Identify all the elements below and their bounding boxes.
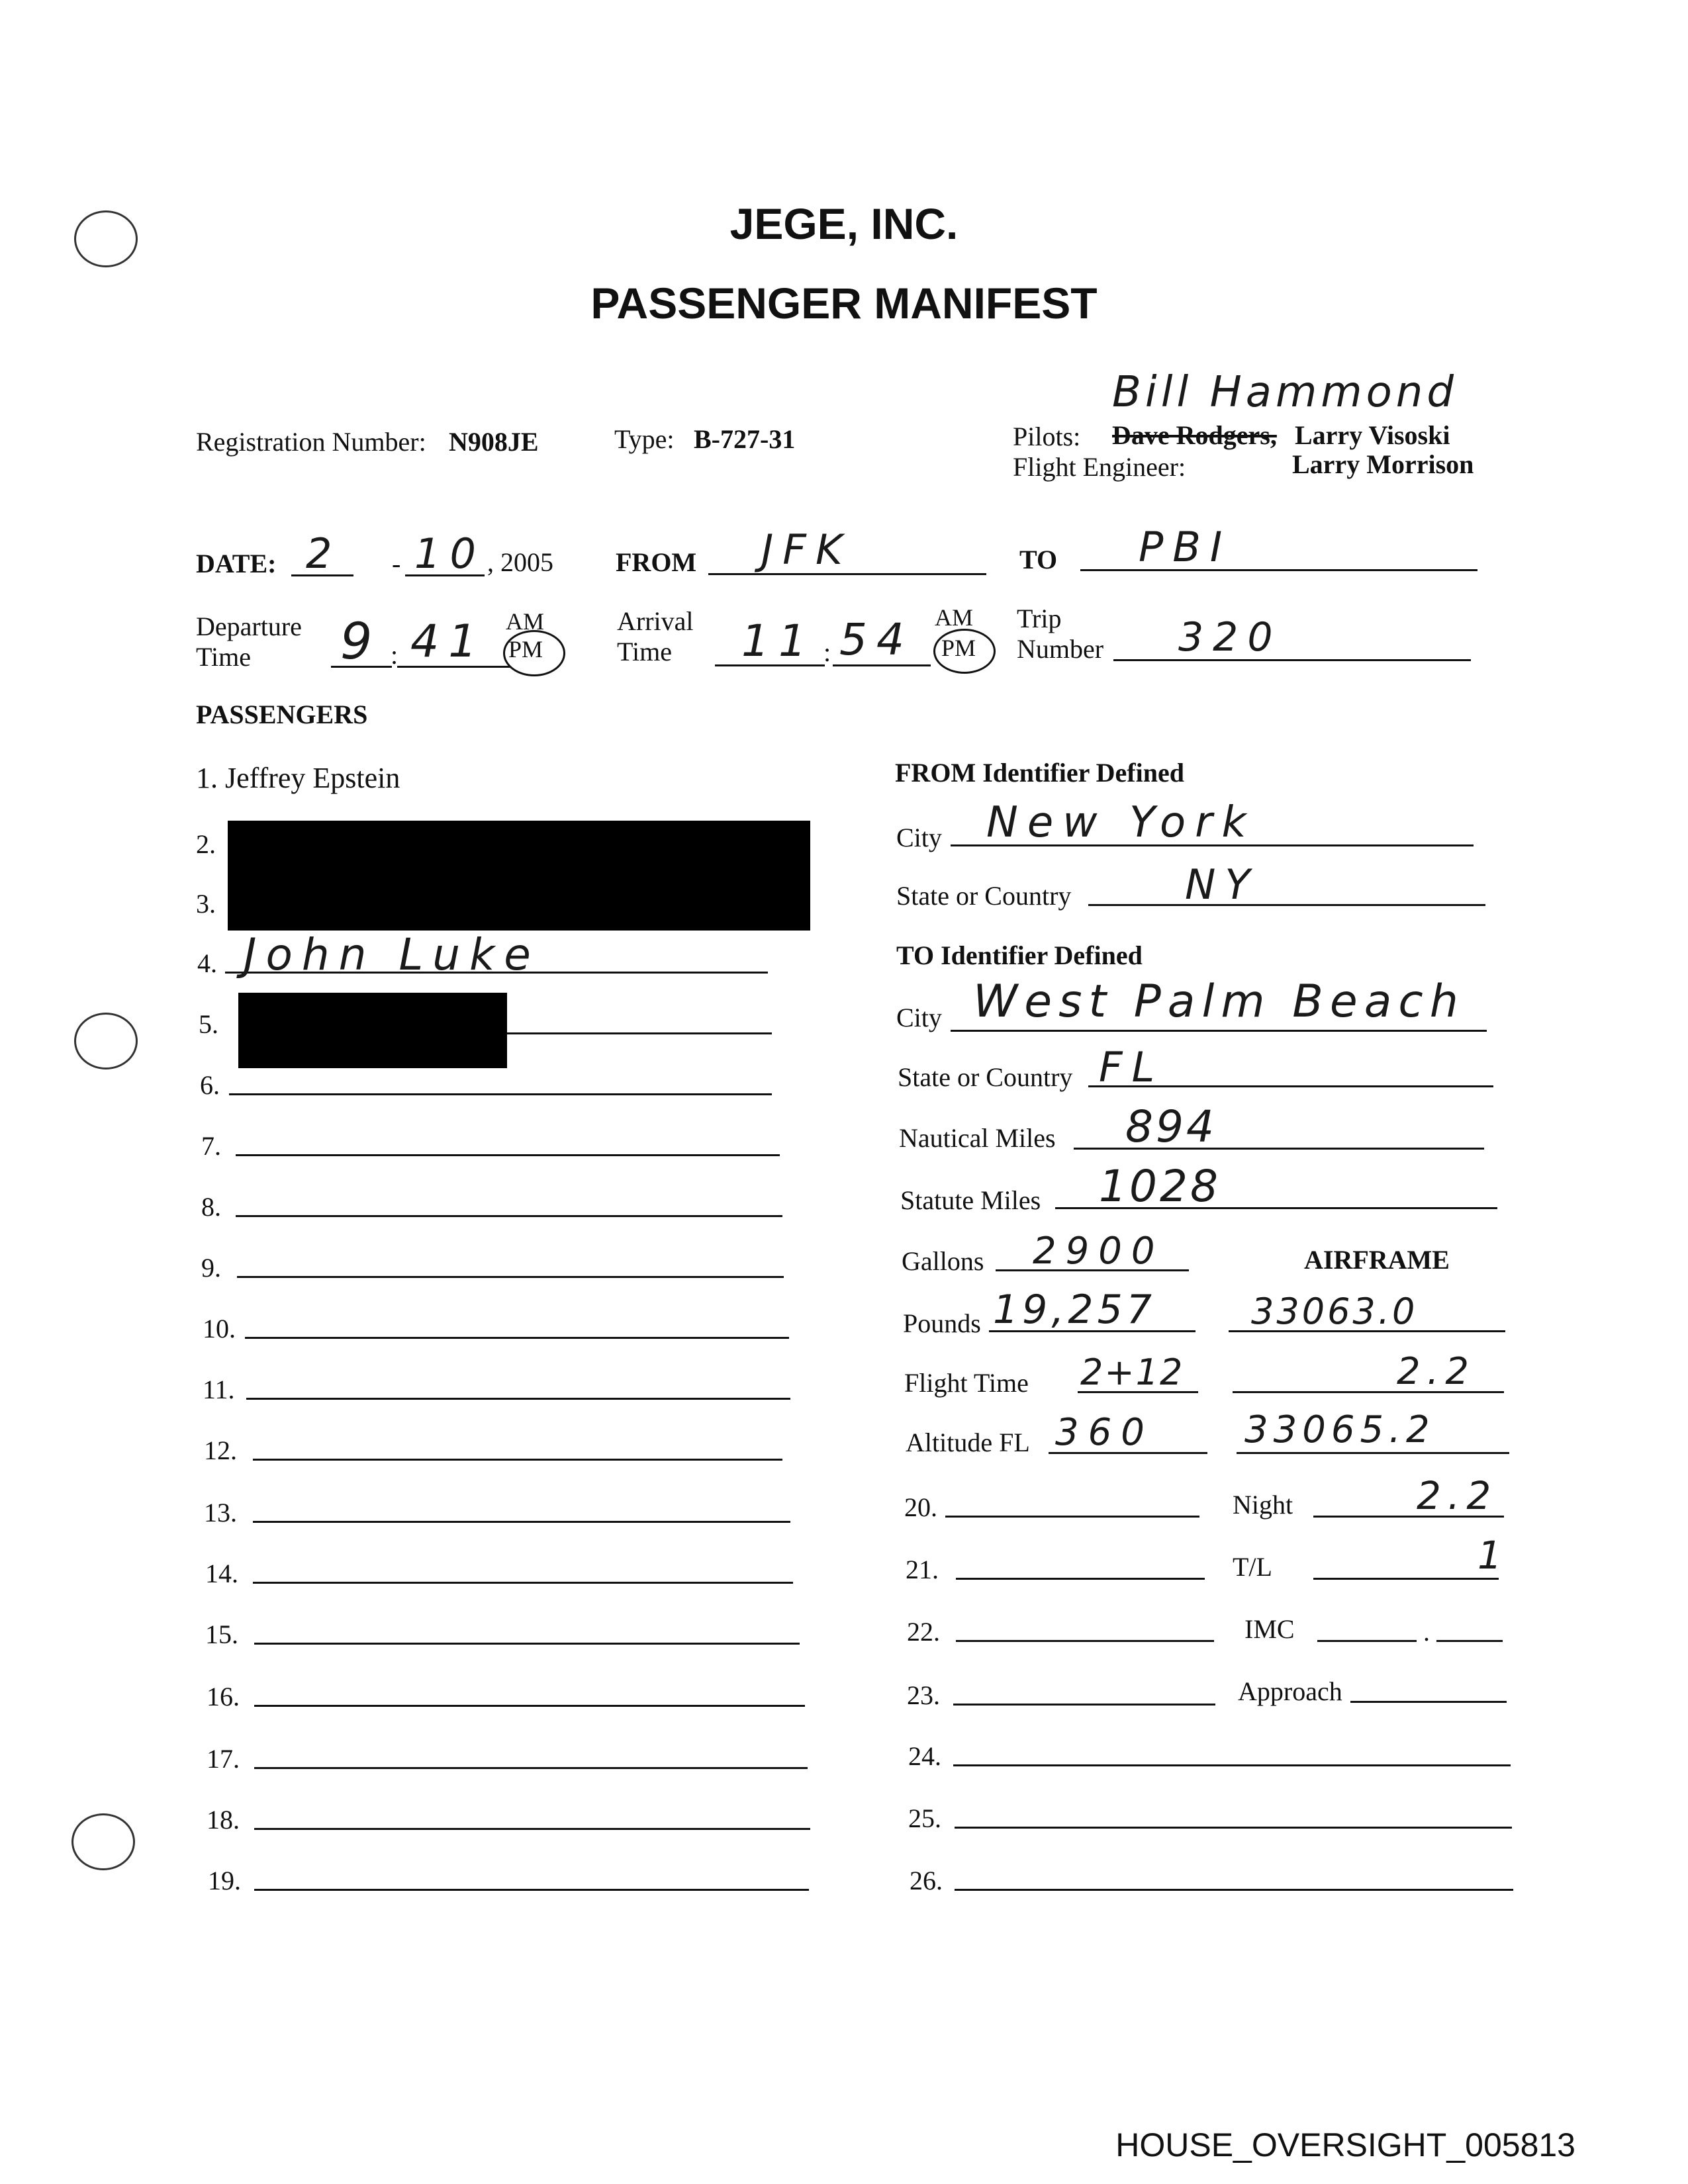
redaction-block-5 bbox=[238, 993, 507, 1068]
arrival-label-line1: Arrival bbox=[617, 606, 694, 636]
from-identifier-heading: FROM Identifier Defined bbox=[895, 758, 1184, 788]
gallons-label: Gallons bbox=[902, 1246, 984, 1276]
trip-value: 320 bbox=[1178, 614, 1282, 660]
date-day: 10 bbox=[414, 529, 485, 578]
passenger-number-12: 12. bbox=[204, 1435, 237, 1465]
registration-label: Registration Number: bbox=[196, 427, 426, 457]
from-city-value: New York bbox=[986, 798, 1256, 847]
passengers-heading: PASSENGERS bbox=[196, 700, 368, 729]
date-month: 2 bbox=[306, 529, 342, 578]
date-sep: - bbox=[392, 549, 401, 578]
arrival-hour: 11 bbox=[741, 615, 816, 666]
document-title: PASSENGER MANIFEST bbox=[590, 279, 1098, 328]
date-label: DATE: bbox=[196, 549, 277, 578]
passenger-number: 1. bbox=[196, 762, 218, 794]
tl-label: T/L bbox=[1233, 1552, 1272, 1582]
passenger-number-11: 11. bbox=[203, 1375, 235, 1404]
pilots-value-2: Larry Visoski bbox=[1295, 420, 1450, 450]
extra-number-26: 26. bbox=[910, 1866, 943, 1895]
trip-label bbox=[1017, 604, 1103, 664]
extra-number-21: 21. bbox=[906, 1555, 939, 1584]
redaction-block-2-3 bbox=[228, 821, 810, 931]
departure-minute: 41 bbox=[410, 615, 487, 668]
imc-value: . bbox=[1423, 1617, 1430, 1647]
night-label: Night bbox=[1233, 1490, 1293, 1520]
gallons-value: 2900 bbox=[1033, 1230, 1164, 1273]
to-state-value: FL bbox=[1099, 1043, 1164, 1091]
passenger-number-18: 18. bbox=[207, 1805, 240, 1835]
extra-number-22: 22. bbox=[907, 1617, 940, 1647]
date-year: , 2005 bbox=[487, 547, 553, 577]
nautical-label: Nautical Miles bbox=[899, 1123, 1056, 1153]
departure-label-line2: Time bbox=[196, 642, 252, 672]
arrival-minute: 54 bbox=[839, 614, 914, 665]
to-city-value: West Palm Beach bbox=[973, 976, 1465, 1028]
pilot-handwritten: Bill Hammond bbox=[1112, 368, 1458, 417]
passenger-number-4: 4. bbox=[197, 948, 217, 978]
departure-pm-circle bbox=[503, 630, 565, 676]
approach-label: Approach bbox=[1238, 1676, 1342, 1706]
arrival-pm: PM bbox=[941, 635, 976, 661]
arrival-label-line2: Time bbox=[617, 637, 673, 666]
extra-number-24: 24. bbox=[908, 1741, 941, 1771]
passenger-number-3: 3. bbox=[196, 889, 216, 919]
from-state-value: NY bbox=[1185, 860, 1260, 909]
from-city-label: City bbox=[896, 823, 942, 852]
altitude-value: 360 bbox=[1055, 1411, 1154, 1454]
passenger-number-5: 5. bbox=[199, 1009, 218, 1039]
statute-value: 1028 bbox=[1099, 1161, 1221, 1212]
statute-label: Statute Miles bbox=[900, 1185, 1041, 1215]
company-name: JEGE, INC. bbox=[729, 199, 959, 248]
altitude-label: Altitude FL bbox=[906, 1428, 1030, 1457]
to-label: TO bbox=[1019, 545, 1058, 574]
nautical-value: 894 bbox=[1125, 1101, 1217, 1152]
to-state-label: State or Country bbox=[898, 1062, 1073, 1092]
engineer-label: Flight Engineer: bbox=[1013, 452, 1186, 482]
to-value: PBI bbox=[1139, 523, 1232, 571]
passenger-number-6: 6. bbox=[200, 1070, 220, 1100]
from-value: JFK bbox=[761, 525, 852, 574]
punch-hole-middle bbox=[74, 1013, 138, 1069]
from-state-label: State or Country bbox=[896, 881, 1072, 911]
flight-time-value: 2+12 bbox=[1080, 1351, 1184, 1393]
bates-number: HOUSE_OVERSIGHT_005813 bbox=[1115, 2126, 1575, 2163]
arrival-label bbox=[617, 606, 694, 667]
airframe-value-1: 33063.0 bbox=[1251, 1291, 1418, 1332]
extra-number-20: 20. bbox=[904, 1492, 937, 1522]
passenger-name: Jeffrey Epstein bbox=[225, 762, 400, 794]
from-label: FROM bbox=[616, 547, 697, 577]
extra-number-23: 23. bbox=[907, 1680, 940, 1710]
passenger-number-8: 8. bbox=[201, 1192, 221, 1222]
extra-number-25: 25. bbox=[908, 1803, 941, 1833]
registration-value: N908JE bbox=[449, 427, 539, 457]
airframe-value-2: 2.2 bbox=[1397, 1350, 1476, 1393]
passenger-number-14: 14. bbox=[205, 1559, 238, 1588]
to-identifier-heading: TO Identifier Defined bbox=[896, 940, 1143, 970]
pilots-value: Dave Rodgers, bbox=[1112, 420, 1277, 450]
airframe-value-3: 33065.2 bbox=[1244, 1408, 1435, 1451]
passenger-number-7: 7. bbox=[201, 1131, 221, 1161]
passenger-number-9: 9. bbox=[201, 1253, 221, 1283]
arrival-pm-circle bbox=[933, 629, 996, 674]
passenger-number-2: 2. bbox=[196, 829, 216, 859]
trip-label-line2: Number bbox=[1017, 634, 1104, 664]
imc-label: IMC bbox=[1244, 1614, 1295, 1644]
departure-hour: 9 bbox=[340, 612, 382, 670]
pilots-label: Pilots: bbox=[1013, 422, 1081, 451]
night-value: 2.2 bbox=[1417, 1473, 1498, 1518]
passenger-number-16: 16. bbox=[207, 1682, 240, 1711]
type-value: B-727-31 bbox=[694, 424, 796, 454]
passenger-row-1 bbox=[196, 761, 400, 795]
type-label: Type: bbox=[614, 424, 675, 454]
pounds-value: 19,257 bbox=[993, 1287, 1156, 1333]
passenger-number-19: 19. bbox=[208, 1866, 241, 1895]
punch-hole-bottom bbox=[71, 1813, 135, 1870]
passenger-name-4: John Luke bbox=[244, 929, 540, 980]
departure-colon: : bbox=[391, 640, 399, 670]
flight-time-label: Flight Time bbox=[904, 1368, 1029, 1398]
arrival-am: AM bbox=[935, 604, 974, 631]
passenger-number-17: 17. bbox=[207, 1744, 240, 1774]
engineer-value: Larry Morrison bbox=[1292, 449, 1474, 479]
to-city-label: City bbox=[896, 1003, 942, 1032]
departure-am: AM bbox=[506, 608, 545, 635]
departure-label bbox=[196, 612, 302, 672]
passenger-number-15: 15. bbox=[205, 1619, 238, 1649]
departure-pm: PM bbox=[508, 636, 543, 662]
departure-label-line1: Departure bbox=[196, 612, 302, 641]
passenger-number-10: 10. bbox=[203, 1314, 236, 1343]
pounds-label: Pounds bbox=[903, 1308, 981, 1338]
arrival-colon: : bbox=[823, 637, 831, 667]
tl-value: 1 bbox=[1477, 1533, 1511, 1578]
trip-label-line1: Trip bbox=[1017, 604, 1062, 633]
airframe-heading: AIRFRAME bbox=[1304, 1245, 1450, 1275]
passenger-number-13: 13. bbox=[204, 1498, 237, 1527]
